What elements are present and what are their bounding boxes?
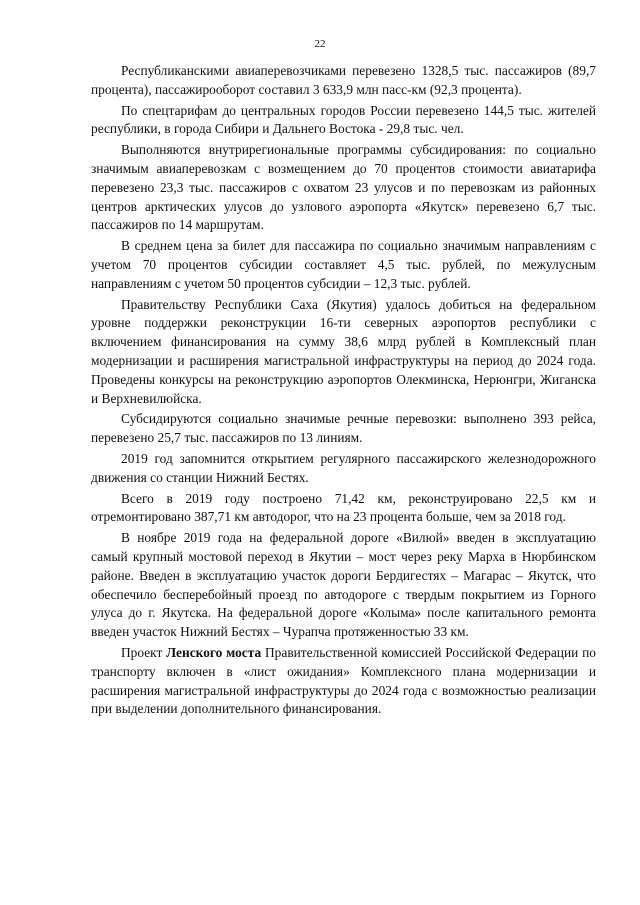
paragraph-special-fares: По спецтарифам до центральных городов России перевезено 144,5 тыс. жителей республики, в города Сибири и Дальнего Востока - 29,8 тыс. чел. [91, 102, 596, 137]
page-number: 22 [314, 38, 326, 50]
paragraph-ticket-price: В среднем цена за билет для пассажира по социально значимым направлениям с учетом 70 процентов субсидии составляет 4,5 тыс. рублей, по межулусным направлениям с учетом 50 процентов субсидии – 12,3 тыс. рублей. [91, 238, 596, 291]
paragraph-bridge-vilyuy: В ноябре 2019 года на федеральной дороге «Вилюй» введен в эксплуатацию самый крупный мостовой переход в Якутии – мост через реку Марха в Нюрбинском районе. Введен в эксплуатацию участок дороги Бердигестях – Магарас – Якутск, что обеспечило бесперебойный проезд по автодороге с твердым покрытием из Горного улуса до г. Якутска. На федеральной дороге «Колыма» после капитального ремонта введен участок Нижний Бестях – Чурапча протяженностью 33 км. [91, 530, 596, 640]
paragraph-railway: 2019 год запомнится открытием регулярного пассажирского железнодорожного движения со станции Нижний Бестях. [91, 450, 596, 485]
paragraph-river-transport: Субсидируются социально значимые речные перевозки: выполнено 393 рейса, перевезено 25,7 тыс. пассажиров по 13 линиям. [91, 411, 596, 446]
document-body [91, 62, 596, 721]
paragraph-roads-built: Всего в 2019 году построено 71,42 км, реконструировано 22,5 км и отремонтировано 387,71 км автодорог, что на 23 процента больше, чем за 2018 год. [91, 490, 596, 525]
lena-prefix: Проект [121, 644, 167, 660]
lena-suffix: Правительственной комиссией Российской Федерации по транспорту включен в «лист ожидания» Комплексного плана модернизации и расширения магистральной инфраструктуры до 2024 года с возможностью реализации при выделении дополнительного финансирования. [91, 644, 596, 717]
paragraph-airport-reconstruction: Правительству Республики Саха (Якутия) удалось добиться на федеральном уровне поддержки реконструкции 16-ти северных аэропортов республики с включением финансирования на сумму 38,6 млрд рублей в Комплексный план модернизации и расширения магистральной инфраструктуры на период до 2024 года. Проведены конкурсы на реконструкцию аэропортов Олекминска, Нерюнгри, Жиганска и Верхневилюйска. [91, 296, 596, 406]
lena-bridge-bold: Ленского моста [166, 644, 262, 660]
paragraph-air-carriers: Республиканскими авиаперевозчиками перевезено 1328,5 тыс. пассажиров (89,7 процента), пассажирооборот составил 3 633,9 млн пасс-км (92,3 процента). [91, 63, 596, 97]
paragraph-subsidy-programs: Выполняются внутрирегиональные программы субсидирования: по социально значимым авиаперевозкам с возмещением до 70 процентов стоимости авиатарифа перевезено 23,3 тыс. пассажиров с охватом 23 улусов и по перевозкам из районных центров арктических улусов до узлового аэропорта «Якутск» перевезено 6,7 тыс. пассажиров по 14 маршрутам. [91, 142, 596, 233]
paragraph-lena-bridge [91, 644, 596, 719]
